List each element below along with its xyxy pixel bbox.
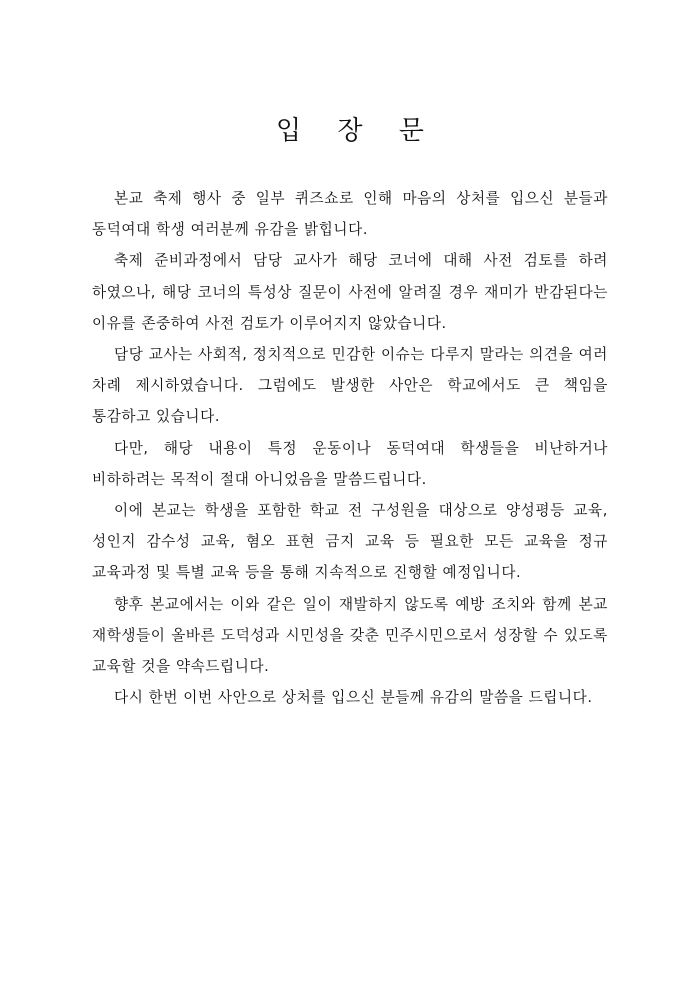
paragraph: 향후 본교에서는 이와 같은 일이 재발하지 않도록 예방 조치와 함께 본교 재학생들이 올바른 도덕성과 시민성을 갖춘 민주시민으로서 성장할 수 있도록 교육할 것을 약속드립니다. — [92, 595, 608, 676]
paragraph: 다만, 해당 내용이 특정 운동이나 동덕여대 학생들을 비난하거나 비하하려는 목적이 절대 아니었음을 말씀드립니다. — [92, 439, 608, 488]
document-title: 입 장 문 — [276, 116, 438, 146]
document-body — [92, 183, 608, 713]
paragraph: 본교 축제 행사 중 일부 퀴즈쇼로 인해 마음의 상처를 입으신 분들과 동덕여대 학생 여러분께 유감을 밝힙니다. — [92, 190, 608, 239]
paragraph: 다시 한번 이번 사안으로 상처를 입으신 분들께 유감의 말씀을 드립니다. — [114, 689, 593, 707]
paragraph: 이에 본교는 학생을 포함한 학교 전 구성원을 대상으로 양성평등 교육, 성인지 감수성 교육, 혐오 표현 금지 교육 등 필요한 모든 교육을 정규 교육과정 및 특별 교육 등을 통해 지속적으로 진행할 예정입니다. — [92, 502, 608, 582]
paragraph: 담당 교사는 사회적, 정치적으로 민감한 이슈는 다루지 말라는 의견을 여러 차례 제시하였습니다. 그럼에도 발생한 사안은 학교에서도 큰 책임을 통감하고 있습니다. — [92, 346, 608, 426]
paragraph: 축제 준비과정에서 담당 교사가 해당 코너에 대해 사전 검토를 하려 하였으나, 해당 코너의 특성상 질문이 사전에 알려질 경우 재미가 반감된다는 이유를 존중하여 사전 검토가 이루어지지 않았습니다. — [92, 252, 608, 332]
